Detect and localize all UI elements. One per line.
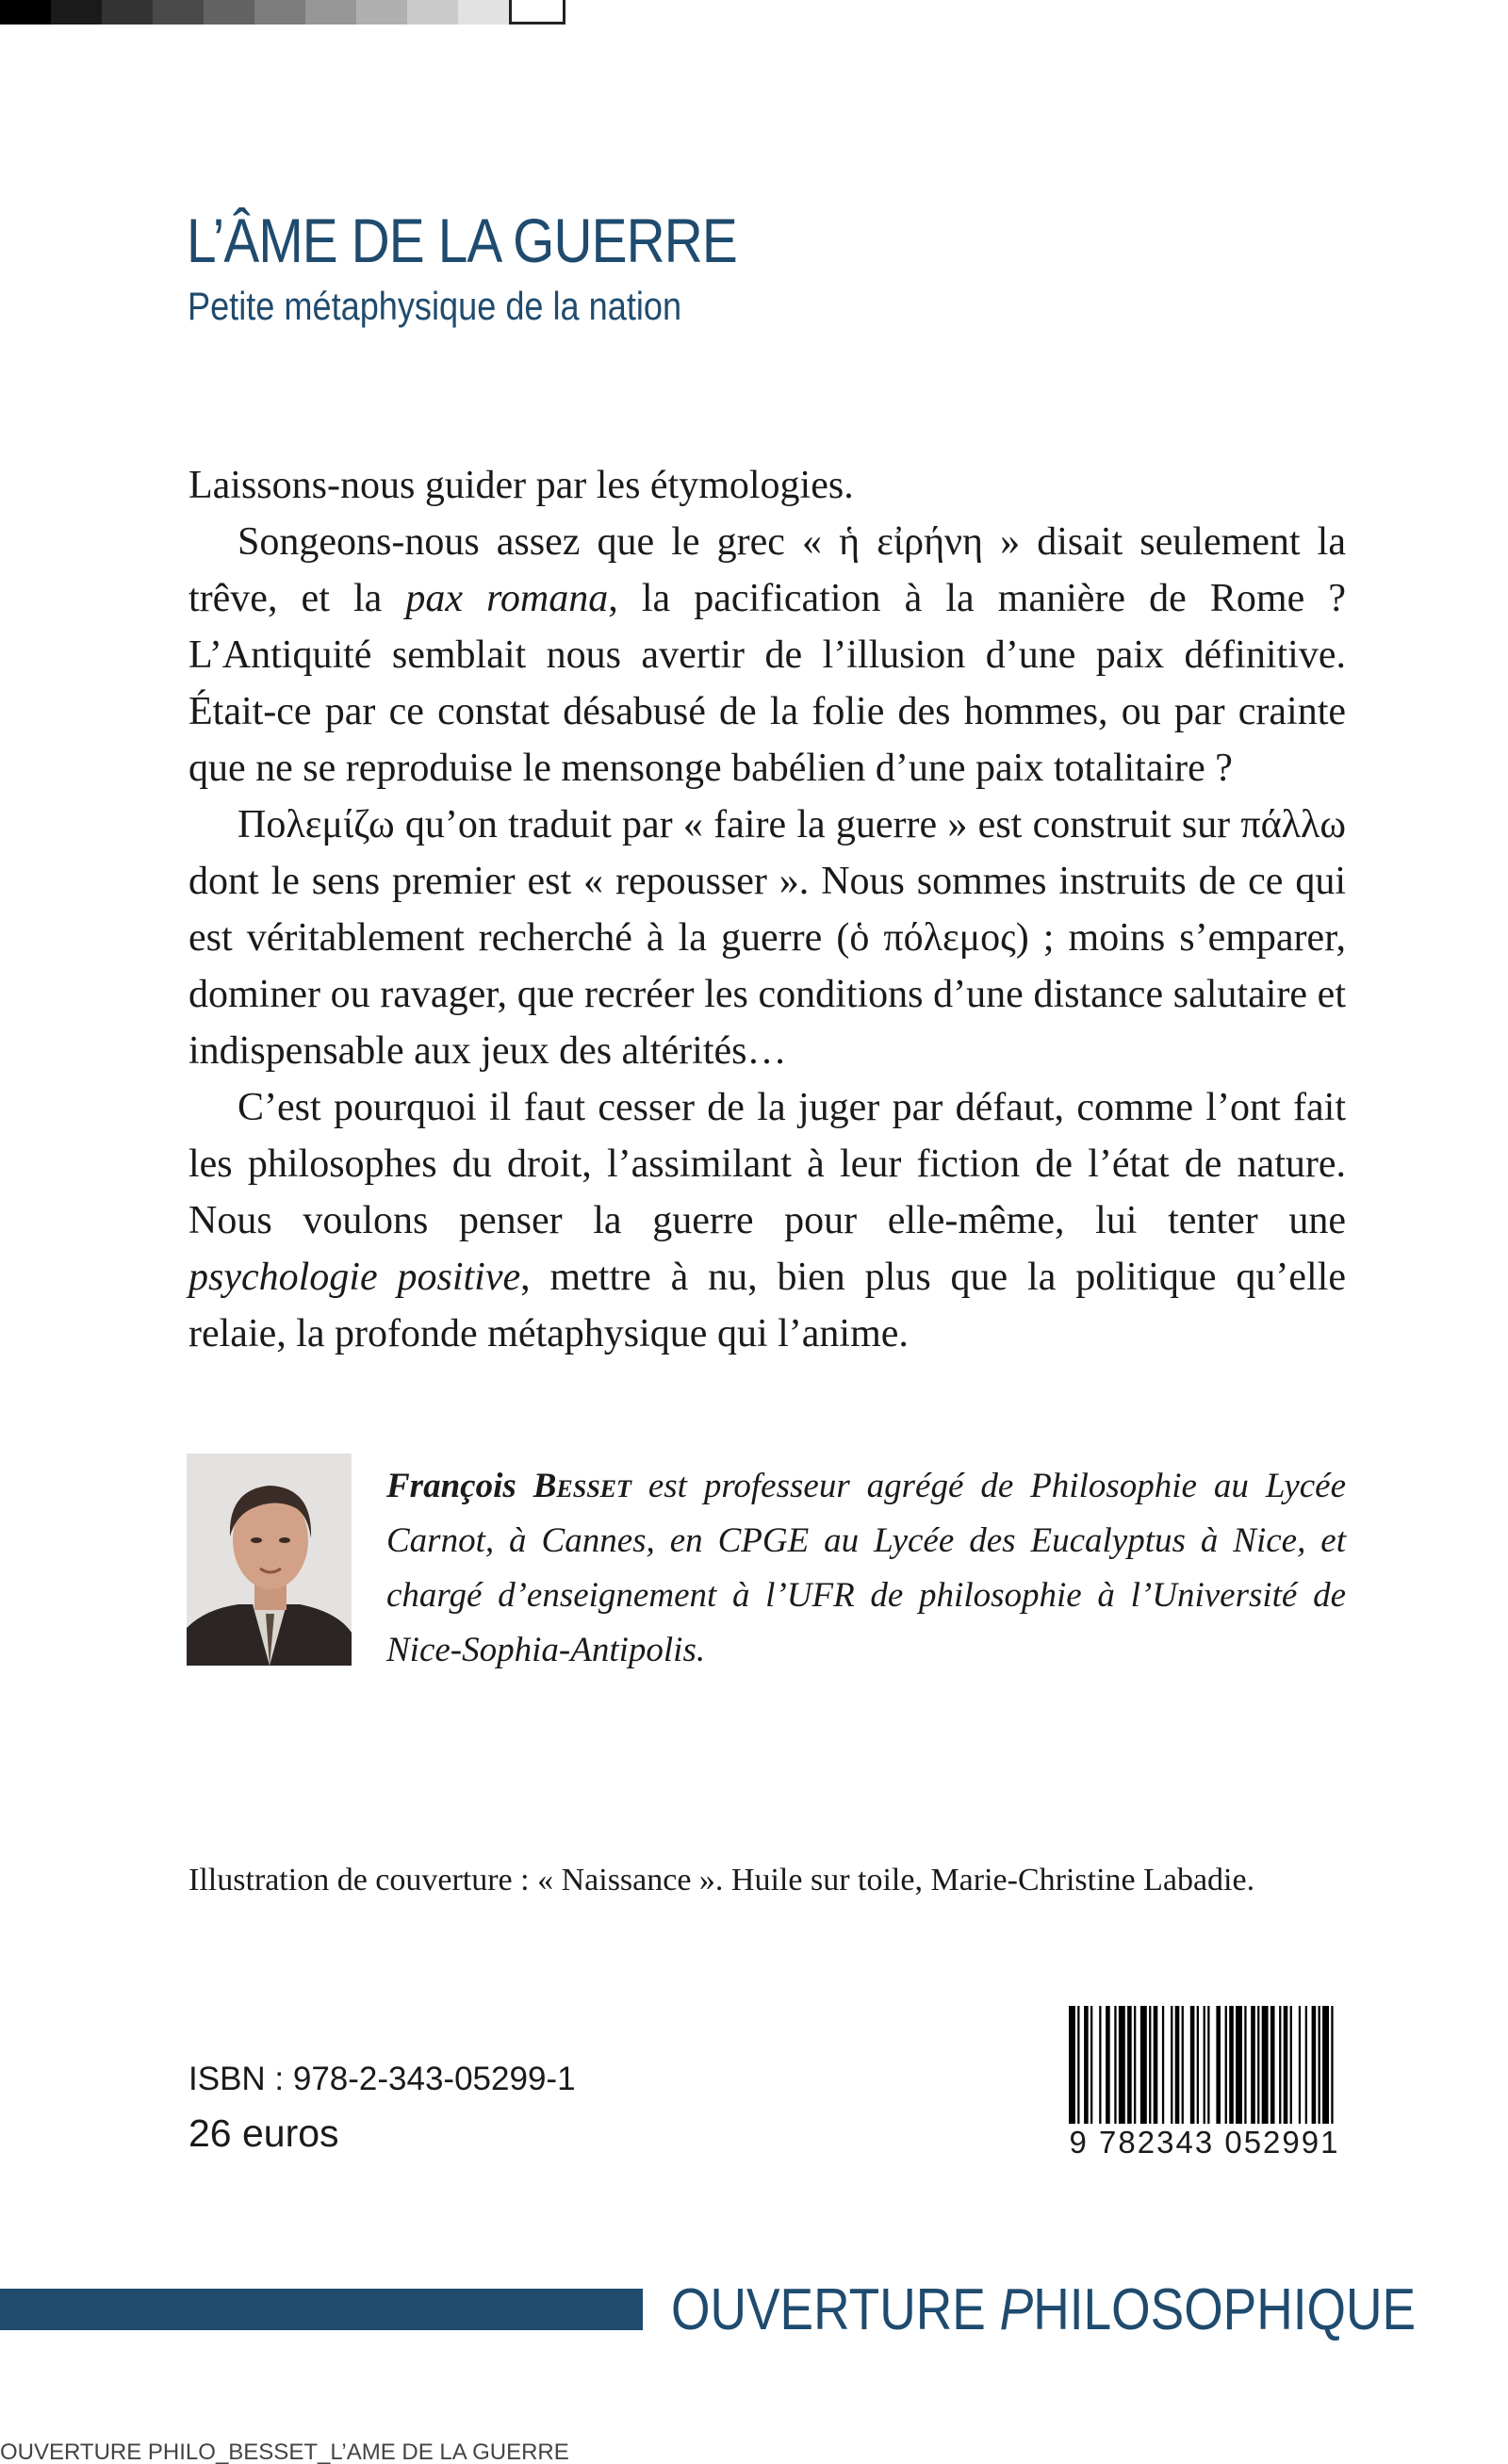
color-swatch <box>254 0 305 25</box>
color-swatch <box>458 0 509 25</box>
paragraph-1: Laissons-nous guider par les étymologies. <box>188 464 854 507</box>
paragraph-4: C’est pourquoi il faut cesser de la juger par défaut, comme l’ont fait les philosophes du droit, l’assimilant à leur fiction de l’état de nature. Nous voulons penser la guerre pour elle-même, lui tenter une psychologie positive, mettre à nu, bien plus que la politique qu’elle relaie, la profonde métaphysique qui l’anime. <box>188 1086 1346 1355</box>
series-bar <box>0 2289 643 2330</box>
back-cover-text <box>188 457 1346 1362</box>
color-swatch <box>204 0 254 25</box>
emphasis-psychologie-positive: psychologie positive <box>188 1256 521 1299</box>
author-bio-text: est professeur agrégé de Philosophie au Lycée Carnot, à Cannes, en CPGE au Lycée des Eucalyptus à Nice, et chargé d’enseignement à l’UFR de philosophie à l’Université de Nice-Sophia-Antipolis. <box>386 1467 1347 1669</box>
isbn: ISBN : 978-2-343-05299-1 <box>188 2061 576 2097</box>
color-swatch <box>0 0 51 25</box>
author-photo <box>187 1454 352 1666</box>
footer-slug: OUVERTURE PHILO_BESSET_L’AME DE LA GUERRE <box>0 2441 569 2464</box>
paragraph-3: Πολεμίζω qu’on traduit par « faire la guerre » est construit sur πάλλω dont le sens premier est « repousser ». Nous sommes instruits de ce qui est véritablement recherché à la guerre (ὁ πόλεμος) ; moins s’emparer, dominer ou ravager, que recréer les conditions d’une distance salutaire et indispensable aux jeux des altérités… <box>188 803 1346 1073</box>
color-swatch <box>153 0 204 25</box>
author-bio <box>386 1459 1346 1678</box>
color-swatch <box>102 0 153 25</box>
book-subtitle: Petite métaphysique de la nation <box>188 284 682 328</box>
color-swatch <box>305 0 356 25</box>
price: 26 euros <box>188 2111 339 2155</box>
printer-color-bar <box>0 0 566 28</box>
author-first-name: François <box>386 1467 516 1505</box>
color-swatch <box>356 0 407 25</box>
cover-illustration-credit: Illustration de couverture : « Naissance ». Huile sur toile, Marie-Christine Labadie. <box>188 1863 1255 1897</box>
color-swatch <box>51 0 102 25</box>
series-name: OUVERTURE PHILOSOPHIQUE <box>671 2277 1417 2342</box>
color-swatch <box>407 0 458 25</box>
book-title: L’ÂME DE LA GUERRE <box>187 205 737 275</box>
barcode-number: 9 782343 052991 <box>1056 2124 1353 2161</box>
emphasis-pax-romana: pax romana <box>405 577 609 620</box>
color-swatch <box>509 0 566 25</box>
author-last-name: Besset <box>533 1467 631 1505</box>
paragraph-2: Songeons-nous assez que le grec « ἡ εἰρήνη » disait seulement la trêve, et la pax romana, la pacification à la manière de Rome ? L’Antiquité semblait nous avertir de l’illusion d’une paix définitive. Était-ce par ce constat désabusé de la folie des hommes, ou par crainte que ne se reproduise le mensonge babélien d’une paix totalitaire ? <box>188 520 1346 790</box>
